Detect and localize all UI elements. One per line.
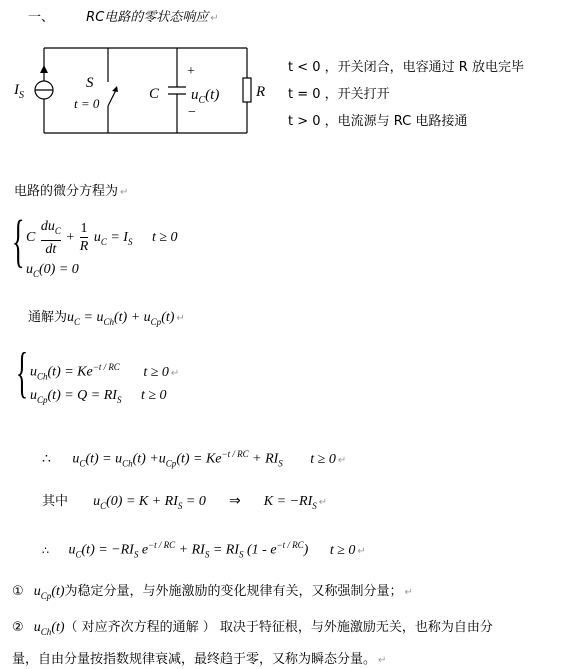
resistor-label: R <box>256 84 266 100</box>
brace-left: { <box>12 208 25 273</box>
brace-left-2: { <box>16 342 29 404</box>
equation-ode: C $du_C$ dt + $\frac{1}{R}$ $u_C = I_S$ t ≥ 0 <box>26 219 178 257</box>
section-title: RC电路的零状态响应 <box>86 10 209 25</box>
source-label: $I_S$ <box>14 82 24 101</box>
section-heading <box>28 6 219 25</box>
note-transient: ② $u_{Ch}(t)$（ 对应齐次方程的通解 ） 取决于特征根，与外施激励无关，也称为自由分 <box>12 620 493 637</box>
diff-eq-intro: 电路的微分方程为 ↵ <box>14 184 129 199</box>
condition-2: t = 0 ，开关打开 <box>288 87 390 102</box>
switch-label: S <box>86 75 94 91</box>
condition-1: t < 0 ，开关闭合，电容通过 R 放电完毕 <box>288 60 524 75</box>
equation-particular: $u_{Cp}(t) = Q = RI_S$ t ≥ 0 <box>30 388 167 405</box>
equation-complete: ∴ $u_C(t) = u_{Ch}(t) +u_{Cp}(t) = Ke^{-t / RC} + RI_S$ t ≥ 0 ↵ <box>42 449 347 469</box>
section-number: 一、 <box>28 10 55 25</box>
note-steady-state: ① $u_{Cp}(t)$为稳定分量，与外施激励的变化规律有关，又称强制分量； ↵ <box>12 584 413 601</box>
equation-initial: $u_C(0) = 0$ <box>26 262 79 279</box>
note-transient-cont: 量，自由分量按指数规律衰减，最终趋于零，又称为瞬态分量。 ↵ <box>12 652 387 667</box>
capacitor-label: C <box>149 86 160 102</box>
voltage-label: $u_C(t)$ <box>191 87 220 106</box>
condition-3: t > 0 ，电流源与 RC 电路接通 <box>288 114 468 129</box>
return-mark: ↵ <box>210 13 219 24</box>
equation-final: ∴ $u_C(t) = -RI_S$ $e^{-t / RC} + RI_S = RI_S$ $(1 - e^{-t / RC})$ t ≥ 0 ↵ <box>42 540 366 560</box>
general-solution: 通解为$u_C = u_{Ch}(t) + u_{Cp}(t)$ ↵ <box>28 310 185 327</box>
switch-time: t = 0 <box>74 96 100 111</box>
equation-homogeneous: $u_{Ch}(t) = Ke^{-t / RC}$ t ≥ 0 ↵ <box>30 362 180 382</box>
minus-sign: − <box>188 105 196 120</box>
equation-constant: 其中 $u_C(0) = K + RI_S = 0$ ⇒ $K = -RI_S$ ↵ <box>42 494 328 511</box>
arrow-up-icon <box>40 65 48 73</box>
plus-sign: + <box>187 64 195 79</box>
rc-circuit-diagram <box>10 44 275 138</box>
